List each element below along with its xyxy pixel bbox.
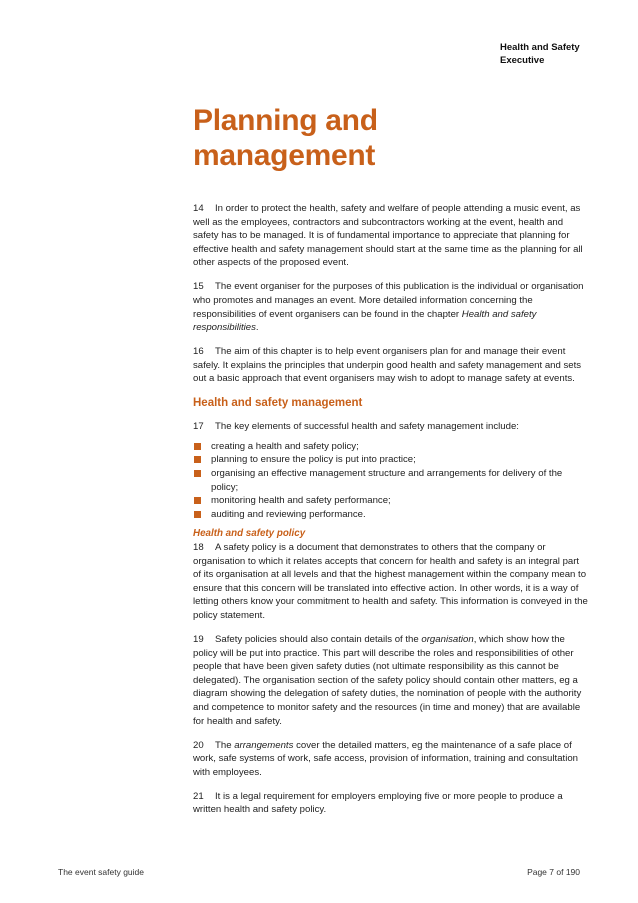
- page-title: [193, 103, 553, 173]
- square-bullet-icon: [194, 497, 201, 504]
- paragraph-text: cover the detailed matters, eg the maintenance of a safe place of work, safe systems of work, safe access, provision of information, training and consultation with employees.: [193, 739, 578, 778]
- page-title-line1: Planning and: [193, 104, 378, 137]
- square-bullet-icon: [194, 511, 201, 518]
- hse-logo-line2: Executive: [500, 54, 545, 66]
- paragraph-text: Safety policies should also contain details of the: [215, 634, 422, 645]
- list-item: auditing and reviewing performance.: [193, 508, 589, 522]
- list-item: planning to ensure the policy is put into practice;: [193, 453, 589, 467]
- section-heading: Health and safety management: [193, 397, 363, 410]
- paragraph-text: A safety policy is a document that demonstrates to others that the company or organisation to which it relates accepts that concern for health and safety is an integral part of its organisation at all levels and that the highest management within the company mean to ensure that this concern will be translated into effective action. In other words, it is a way of letting others know your commitment to health and safety. This information is conveyed in the policy statement.: [193, 542, 588, 622]
- footer-page-number: Page 7 of 190: [527, 867, 580, 877]
- paragraph-number: 20: [193, 739, 204, 751]
- paragraph-number: 18: [193, 542, 204, 554]
- paragraph-text: The event organiser for the purposes of this publication is the individual or organisation who promotes and manages an event. More detailed information concerning the responsibilities of event organisers can be found in the chapter: [193, 281, 584, 320]
- paragraph-20: [193, 739, 589, 780]
- paragraph-number: 17: [193, 421, 204, 433]
- hse-logo: [500, 42, 610, 67]
- paragraph-text: The: [215, 739, 235, 751]
- emphasis: arrangements: [234, 739, 294, 751]
- emphasis: organisation: [421, 634, 474, 645]
- paragraph-18: [193, 541, 589, 623]
- footer-document-title: The event safety guide: [58, 867, 145, 877]
- chapter-reference: Health and safety responsibilities: [193, 308, 537, 334]
- paragraph-text: In order to protect the health, safety and welfare of people attending a music event, as well as the employees, contractors and subcontractors working at the event, health and safety has to be managed. It is of fundamental importance to appreciate that planning for effective health and safety management should start at the same time as the planning for all other aspects of the proposed event.: [193, 203, 583, 269]
- paragraph-number: 19: [193, 634, 204, 645]
- paragraph-21: [193, 790, 589, 817]
- list-item: creating a health and safety policy;: [193, 440, 589, 454]
- paragraph-15: [193, 280, 589, 334]
- bullet-list: [193, 440, 589, 522]
- paragraph-text: The aim of this chapter is to help event organisers plan for and manage their event safely. It explains the principles that underpin good health and safety management and sets out a basic approach that event organisers may wish to adopt to manage safety at events.: [193, 346, 582, 385]
- paragraph-number: 16: [193, 346, 204, 358]
- paragraph-number: 14: [193, 203, 204, 214]
- square-bullet-icon: [194, 470, 201, 477]
- paragraph-number: 15: [193, 281, 204, 293]
- list-item: organising an effective management structure and arrangements for delivery of the policy;: [193, 467, 589, 494]
- paragraph-14: [193, 202, 589, 270]
- main-content: [193, 202, 589, 827]
- paragraph-end: .: [255, 322, 259, 334]
- subheading: Health and safety policy: [193, 528, 306, 540]
- paragraph-19: [193, 633, 589, 728]
- page-title-line2: management: [193, 139, 376, 172]
- square-bullet-icon: [194, 456, 201, 463]
- square-bullet-icon: [194, 443, 201, 450]
- paragraph-17: [193, 420, 589, 434]
- paragraph-text: It is a legal requirement for employers employing five or more people to produce a written health and safety policy.: [193, 790, 563, 816]
- hse-logo-line1: Health and Safety: [500, 42, 580, 53]
- paragraph-text: , which show how the policy will be put into practice. This part will describe the roles and responsibilities of other people that have been given safety duties (not ultimate responsibility as this cannot be delegated). The organisation section of the safety policy should contain other matters, eg a diagram showing the delegation of safety duties, the nomination of people with the authority and competence to monitor safety and the resources (in time and money) that are available for health and safety.: [193, 634, 582, 727]
- paragraph-text: The key elements of successful health and safety management include:: [215, 421, 519, 433]
- list-item: monitoring health and safety performance;: [193, 494, 589, 508]
- paragraph-number: 21: [193, 790, 204, 802]
- paragraph-16: [193, 345, 589, 386]
